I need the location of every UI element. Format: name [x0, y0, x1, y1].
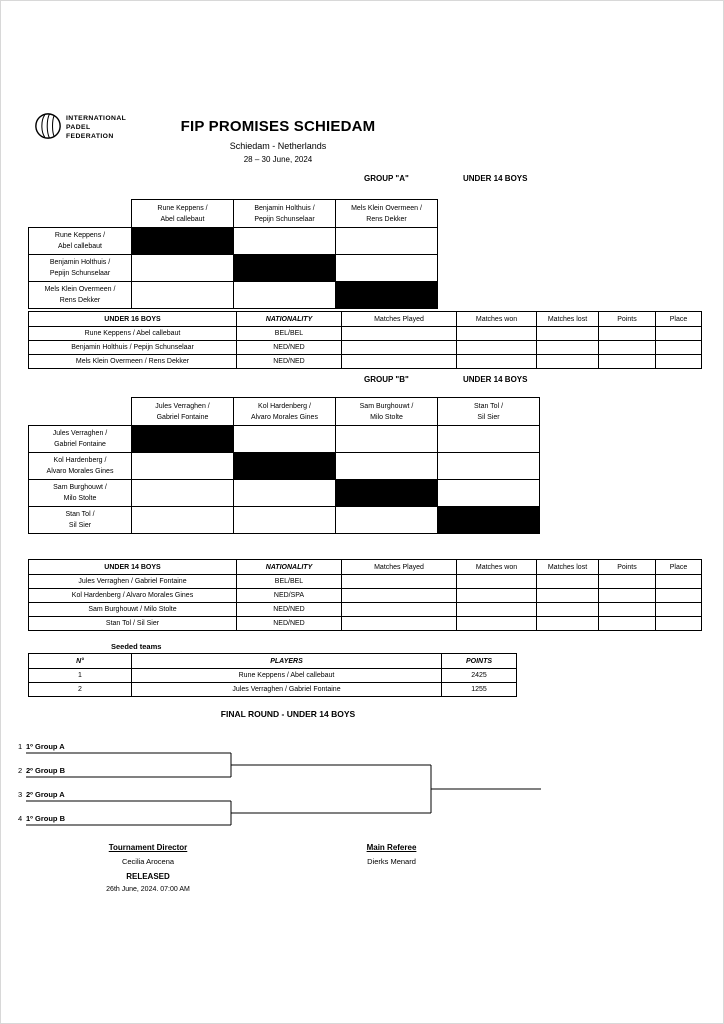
- matrix-col-header: [132, 398, 234, 426]
- lost-cell: [537, 575, 599, 589]
- team-name-line: Milo Stolte: [370, 413, 403, 421]
- group-b-category: UNDER 14 BOYS: [463, 375, 528, 384]
- matrix-score-cell: [234, 426, 336, 453]
- matrix-score-cell: [438, 453, 540, 480]
- seed-position: 1: [18, 742, 23, 751]
- team-name-line: Mels Klein Overmeen /: [351, 204, 422, 212]
- matrix-col-header: [336, 398, 438, 426]
- standings-row: [29, 617, 702, 631]
- team-name-line: Stan Tol /: [473, 402, 504, 410]
- won-cell: [457, 355, 537, 369]
- tournament-director-block: [63, 843, 233, 893]
- col-header-matches-played: Matches Played: [342, 312, 457, 327]
- lost-cell: [537, 589, 599, 603]
- group-b-matrix: [28, 397, 540, 534]
- seed-points-cell: 2425: [442, 669, 517, 683]
- points-cell: [599, 575, 656, 589]
- played-cell: [342, 589, 457, 603]
- matrix-header-row: [29, 200, 438, 228]
- seed-number-cell: 2: [29, 683, 132, 697]
- matrix-self-cell: [438, 507, 540, 534]
- col-header-matches-won: Matches won: [457, 312, 537, 327]
- seeded-row: [29, 683, 517, 697]
- matrix-col-header: [438, 398, 540, 426]
- seeded-teams-label: Seeded teams: [111, 642, 162, 651]
- team-name-line: Mels Klein Overmeen /: [44, 286, 116, 293]
- standings-title: UNDER 14 BOYS: [29, 560, 237, 575]
- matrix-row: [29, 453, 540, 480]
- tournament-director-label: Tournament Director: [108, 843, 188, 852]
- team-cell: Kol Hardenberg / Alvaro Morales Gines: [29, 589, 237, 603]
- played-cell: [342, 575, 457, 589]
- team-name-line: Benjamin Holthuis /: [49, 259, 111, 266]
- event-location: Schiedam - Netherlands: [229, 141, 327, 151]
- team-name-line: Rune Keppens /: [54, 232, 106, 239]
- played-cell: [342, 603, 457, 617]
- matrix-row-header: [29, 282, 132, 309]
- lost-cell: [537, 355, 599, 369]
- group-a-standings: [28, 311, 702, 369]
- col-header-players: PLAYERS: [132, 654, 442, 669]
- place-cell: [656, 341, 702, 355]
- team-name-line: Pepijn Schunselaar: [49, 270, 111, 277]
- played-cell: [342, 327, 457, 341]
- matrix-score-cell: [132, 453, 234, 480]
- matrix-score-cell: [336, 453, 438, 480]
- lost-cell: [537, 617, 599, 631]
- matrix-col-header: [132, 200, 234, 228]
- standings-row: [29, 575, 702, 589]
- seeded-header-row: [29, 654, 517, 669]
- won-cell: [457, 617, 537, 631]
- matrix-corner-cell: [29, 200, 132, 228]
- place-cell: [656, 575, 702, 589]
- bracket-seed-2: [18, 766, 65, 775]
- final-round-title: FINAL ROUND - UNDER 14 BOYS: [220, 709, 356, 719]
- matrix-score-cell: [438, 426, 540, 453]
- group-a-matrix: [28, 199, 438, 309]
- team-name-line: Alvaro Morales Gines: [46, 468, 114, 475]
- team-cell: Sam Burghouwt / Milo Stolte: [29, 603, 237, 617]
- standings-row: [29, 341, 702, 355]
- matrix-score-cell: [132, 507, 234, 534]
- team-name-line: Gabriel Fontaine: [54, 441, 106, 448]
- main-referee-label: Main Referee: [366, 843, 417, 852]
- seeded-teams-table: [28, 653, 517, 697]
- col-header-matches-played: Matches Played: [342, 560, 457, 575]
- header-title-block: [128, 118, 428, 164]
- points-cell: [599, 341, 656, 355]
- place-cell: [656, 589, 702, 603]
- team-cell: Stan Tol / Sil Sier: [29, 617, 237, 631]
- tournament-director-name: Cecilia Arocena: [121, 857, 175, 866]
- played-cell: [342, 617, 457, 631]
- place-cell: [656, 617, 702, 631]
- place-cell: [656, 327, 702, 341]
- seed-players-cell: Jules Verraghen / Gabriel Fontaine: [132, 683, 442, 697]
- released-label: RELEASED: [126, 872, 170, 881]
- matrix-row: [29, 480, 540, 507]
- event-title: FIP PROMISES SCHIEDAM: [180, 118, 376, 135]
- matrix-score-cell: [336, 426, 438, 453]
- col-header-matches-lost: Matches lost: [537, 560, 599, 575]
- matrix-row-header: [29, 228, 132, 255]
- matrix-col-header: [234, 200, 336, 228]
- played-cell: [342, 355, 457, 369]
- points-cell: [599, 603, 656, 617]
- nationality-cell: BEL/BEL: [237, 327, 342, 341]
- points-cell: [599, 617, 656, 631]
- matrix-self-cell: [132, 426, 234, 453]
- matrix-row-header: [29, 426, 132, 453]
- team-cell: Rune Keppens / Abel callebaut: [29, 327, 237, 341]
- team-name-line: Pepijn Schunselaar: [254, 215, 315, 223]
- matrix-score-cell: [132, 282, 234, 309]
- team-name-line: Milo Stolte: [63, 495, 97, 502]
- org-name-line: FEDERATION: [66, 133, 114, 140]
- matrix-col-header: [234, 398, 336, 426]
- col-header-matches-lost: Matches lost: [537, 312, 599, 327]
- seed-position: 4: [18, 814, 23, 823]
- bracket-seed-4: [18, 814, 65, 823]
- matrix-self-cell: [234, 255, 336, 282]
- group-a-category: UNDER 14 BOYS: [463, 174, 528, 183]
- seed-label: 2º Group B: [26, 766, 65, 775]
- standings-row: [29, 355, 702, 369]
- team-name-line: Stan Tol /: [65, 511, 95, 518]
- matrix-score-cell: [234, 507, 336, 534]
- place-cell: [656, 355, 702, 369]
- matrix-row: [29, 426, 540, 453]
- main-referee-block: [319, 843, 464, 866]
- team-name-line: Benjamin Holthuis /: [254, 204, 315, 212]
- seeded-row: [29, 669, 517, 683]
- lost-cell: [537, 327, 599, 341]
- seed-number-cell: 1: [29, 669, 132, 683]
- matrix-row: [29, 228, 438, 255]
- team-name-line: Sil Sier: [68, 522, 92, 529]
- org-name-line: INTERNATIONAL: [66, 115, 127, 122]
- team-name-line: Rune Keppens /: [157, 204, 208, 212]
- nationality-cell: NED/NED: [237, 355, 342, 369]
- group-a-label: GROUP "A": [364, 174, 409, 183]
- team-name-line: Jules Verraghen /: [155, 402, 210, 410]
- col-header-matches-won: Matches won: [457, 560, 537, 575]
- matrix-score-cell: [132, 480, 234, 507]
- matrix-self-cell: [132, 228, 234, 255]
- matrix-score-cell: [438, 480, 540, 507]
- seed-label: 1º Group A: [26, 742, 65, 751]
- col-header-place: Place: [656, 312, 702, 327]
- col-header-points: Points: [599, 560, 656, 575]
- team-name-line: Sam Burghouwt /: [53, 484, 107, 491]
- won-cell: [457, 575, 537, 589]
- bracket-seed-1: [18, 742, 65, 751]
- matrix-self-cell: [234, 453, 336, 480]
- standings-row: [29, 603, 702, 617]
- nationality-cell: NED/SPA: [237, 589, 342, 603]
- seed-players-cell: Rune Keppens / Abel callebaut: [132, 669, 442, 683]
- col-header-points: POINTS: [442, 654, 517, 669]
- bracket-lines: [1, 736, 724, 836]
- nationality-cell: NED/NED: [237, 603, 342, 617]
- matrix-score-cell: [234, 282, 336, 309]
- standings-header-row: [29, 312, 702, 327]
- matrix-header-row: [29, 398, 540, 426]
- org-name-line: PADEL: [66, 124, 91, 131]
- standings-row: [29, 327, 702, 341]
- nationality-cell: NED/NED: [237, 341, 342, 355]
- seed-label: 2º Group A: [26, 790, 65, 799]
- group-b-label: GROUP "B": [364, 375, 409, 384]
- matrix-score-cell: [234, 480, 336, 507]
- matrix-score-cell: [234, 228, 336, 255]
- matrix-self-cell: [336, 480, 438, 507]
- col-header-points: Points: [599, 312, 656, 327]
- matrix-score-cell: [336, 255, 438, 282]
- points-cell: [599, 589, 656, 603]
- org-name: [66, 112, 126, 141]
- played-cell: [342, 341, 457, 355]
- won-cell: [457, 589, 537, 603]
- matrix-score-cell: [336, 507, 438, 534]
- team-name-line: Sil Sier: [477, 413, 500, 421]
- matrix-row-header: [29, 255, 132, 282]
- col-header-number: N°: [29, 654, 132, 669]
- group-b-standings: [28, 559, 702, 631]
- event-dates: 28 – 30 June, 2024: [243, 155, 313, 164]
- ipf-logo: [34, 112, 126, 141]
- team-name-line: Gabriel Fontaine: [156, 413, 209, 421]
- seed-label: 1º Group B: [26, 814, 65, 823]
- place-cell: [656, 603, 702, 617]
- bracket-seed-3: [18, 790, 65, 799]
- col-header-place: Place: [656, 560, 702, 575]
- nationality-cell: BEL/BEL: [237, 575, 342, 589]
- standings-row: [29, 589, 702, 603]
- seed-position: 2: [18, 766, 23, 775]
- matrix-row: [29, 507, 540, 534]
- matrix-score-cell: [336, 228, 438, 255]
- col-header-nationality: NATIONALITY: [237, 312, 342, 327]
- nationality-cell: NED/NED: [237, 617, 342, 631]
- team-name-line: Rens Dekker: [366, 215, 407, 223]
- seed-position: 3: [18, 790, 23, 799]
- standings-title: UNDER 16 BOYS: [29, 312, 237, 327]
- team-name-line: Sam Burghouwt /: [359, 402, 414, 410]
- matrix-row-header: [29, 453, 132, 480]
- team-cell: Mels Klein Overmeen / Rens Dekker: [29, 355, 237, 369]
- matrix-row-header: [29, 507, 132, 534]
- team-name-line: Alvaro Morales Gines: [251, 413, 318, 421]
- lost-cell: [537, 341, 599, 355]
- matrix-row-header: [29, 480, 132, 507]
- team-name-line: Rens Dekker: [59, 297, 101, 304]
- ipf-ball-icon: [34, 112, 62, 140]
- seed-points-cell: 1255: [442, 683, 517, 697]
- team-name-line: Abel callebaut: [160, 215, 205, 223]
- released-date: 26th June, 2024. 07:00 AM: [106, 886, 190, 893]
- points-cell: [599, 327, 656, 341]
- main-referee-name: Dierks Menard: [367, 857, 416, 866]
- team-cell: Jules Verraghen / Gabriel Fontaine: [29, 575, 237, 589]
- matrix-corner-cell: [29, 398, 132, 426]
- team-name-line: Abel callebaut: [58, 243, 102, 250]
- matrix-row: [29, 282, 438, 309]
- team-cell: Benjamin Holthuis / Pepijn Schunselaar: [29, 341, 237, 355]
- matrix-col-header: [336, 200, 438, 228]
- standings-header-row: [29, 560, 702, 575]
- won-cell: [457, 327, 537, 341]
- matrix-row: [29, 255, 438, 282]
- matrix-self-cell: [336, 282, 438, 309]
- won-cell: [457, 603, 537, 617]
- matrix-score-cell: [132, 255, 234, 282]
- team-name-line: Kol Hardenberg /: [53, 457, 107, 464]
- col-header-nationality: NATIONALITY: [237, 560, 342, 575]
- lost-cell: [537, 603, 599, 617]
- team-name-line: Kol Hardenberg /: [258, 402, 311, 410]
- won-cell: [457, 341, 537, 355]
- team-name-line: Jules Verraghen /: [52, 430, 108, 437]
- points-cell: [599, 355, 656, 369]
